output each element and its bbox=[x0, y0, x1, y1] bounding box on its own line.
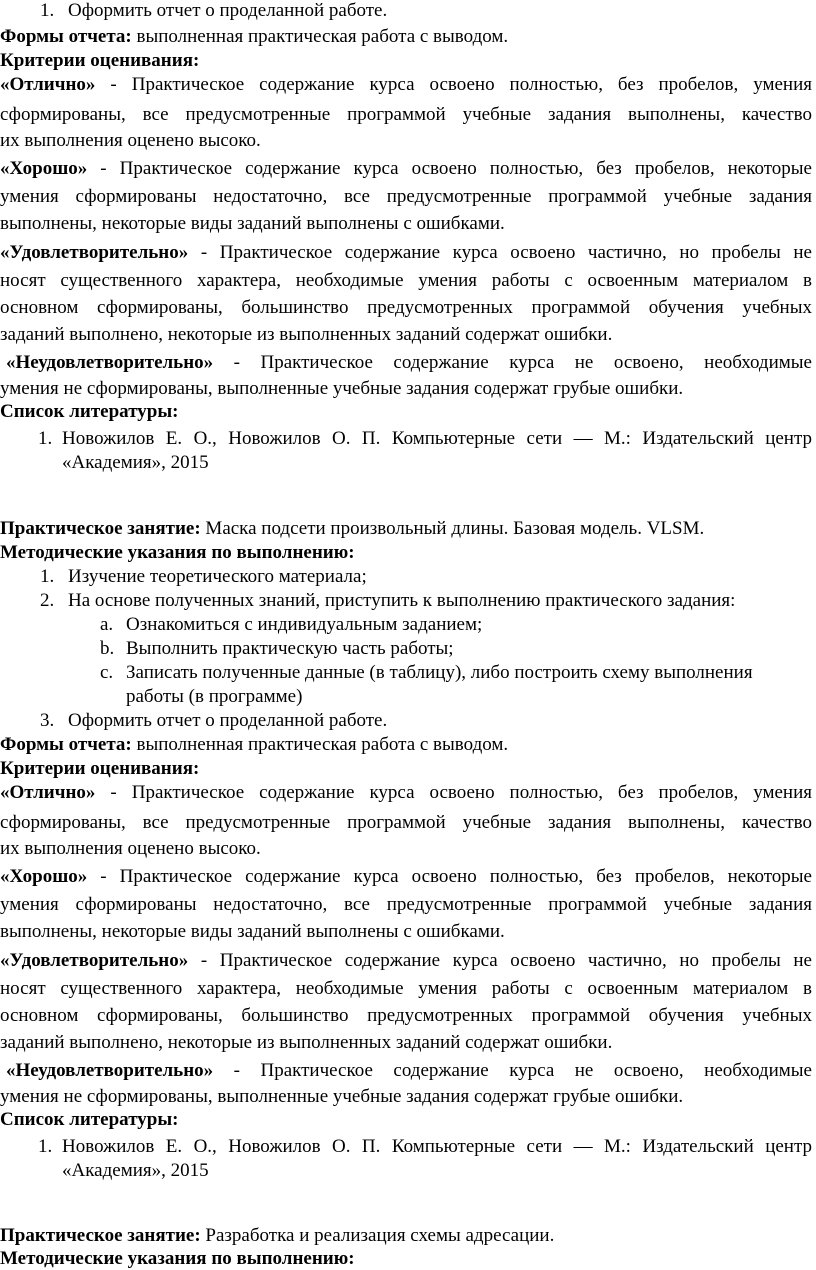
list-item bbox=[40, 590, 735, 612]
literature-item: «Академия», 2015 bbox=[62, 1160, 209, 1181]
criterion-satisfactory-text: - Практическое содержание курса освоено частично, но пробелы не bbox=[188, 242, 812, 263]
sub-list-text: работы (в программе) bbox=[126, 686, 303, 707]
practice-label: Практическое занятие: bbox=[0, 1225, 201, 1246]
criterion-unsatisfactory-line bbox=[6, 1060, 812, 1082]
criterion-unsatisfactory-label: «Неудовлетворительно» bbox=[6, 352, 214, 373]
criterion-good-line: выполнены, некоторые виды заданий выполнены с ошибками. bbox=[0, 921, 505, 942]
criterion-good-text: - Практическое содержание курса освоено полностью, без пробелов, некоторые bbox=[87, 158, 812, 179]
criterion-good-line bbox=[0, 158, 812, 180]
criterion-satisfactory-label: «Удовлетворительно» bbox=[0, 242, 189, 263]
criterion-satisfactory-text: - Практическое содержание курса освоено частично, но пробелы не bbox=[188, 950, 812, 971]
literature-item: Новожилов Е. О., Новожилов О. П. Компьютерные сети — М.: Издательский центр bbox=[62, 1136, 812, 1157]
criterion-satisfactory-line: носят существенного характера, необходимые умения работы с освоенным материалом в bbox=[0, 978, 812, 999]
criterion-satisfactory-line bbox=[0, 242, 812, 264]
criterion-good-line: выполнены, некоторые виды заданий выполнены с ошибками. bbox=[0, 213, 505, 234]
list-text: Изучение теоретического материала; bbox=[68, 566, 367, 587]
report-forms bbox=[0, 734, 508, 756]
criterion-satisfactory-line: основном сформированы, большинство предусмотренных программой обучения учебных bbox=[0, 1005, 812, 1026]
criterion-satisfactory-label: «Удовлетворительно» bbox=[0, 950, 189, 971]
list-number: 2. bbox=[40, 590, 55, 611]
list-item bbox=[40, 710, 387, 732]
method-heading: Методические указания по выполнению: bbox=[0, 542, 355, 563]
criterion-unsatisfactory-line: умения не сформированы, выполненные учебные задания содержат грубые ошибки. bbox=[0, 378, 684, 399]
criterion-excellent-line: их выполнения оценено высоко. bbox=[0, 838, 261, 859]
criterion-excellent-line: их выполнения оценено высоко. bbox=[0, 130, 261, 151]
list-text: Оформить отчет о проделанной работе. bbox=[68, 710, 388, 731]
criterion-good-line bbox=[0, 866, 812, 888]
practice-text: Маска подсети произвольный длины. Базовая модель. VLSM. bbox=[200, 518, 705, 539]
report-forms-text: выполненная практическая работа с выводом. bbox=[131, 734, 509, 755]
criterion-satisfactory-line: заданий выполнено, некоторые из выполненных заданий содержат ошибки. bbox=[0, 1032, 613, 1053]
practice-title bbox=[0, 1225, 554, 1247]
criterion-excellent-label: «Отлично» bbox=[0, 74, 96, 95]
criterion-excellent-line bbox=[0, 74, 812, 96]
sub-list-letter: b. bbox=[100, 638, 115, 659]
criterion-good-label: «Хорошо» bbox=[0, 866, 88, 887]
sub-list-text: Ознакомиться с индивидуальным заданием; bbox=[126, 614, 483, 635]
criterion-unsatisfactory-text: - Практическое содержание курса не освоено, необходимые bbox=[213, 1060, 812, 1081]
literature-item: Новожилов Е. О., Новожилов О. П. Компьютерные сети — М.: Издательский центр bbox=[62, 428, 812, 449]
criterion-satisfactory-line: основном сформированы, большинство предусмотренных программой обучения учебных bbox=[0, 297, 812, 318]
criterion-unsatisfactory-line bbox=[6, 352, 812, 374]
criterion-good-label: «Хорошо» bbox=[0, 158, 88, 179]
practice-title bbox=[0, 518, 704, 540]
sub-list-text: Выполнить практическую часть работы; bbox=[126, 638, 454, 659]
list-text: Оформить отчет о проделанной работе. bbox=[68, 0, 388, 21]
method-heading: Методические указания по выполнению: bbox=[0, 1248, 355, 1269]
list-text: На основе полученных знаний, приступить к выполнению практического задания: bbox=[68, 590, 736, 611]
criterion-excellent-label: «Отлично» bbox=[0, 782, 96, 803]
criterion-satisfactory-line: заданий выполнено, некоторые из выполненных заданий содержат ошибки. bbox=[0, 324, 613, 345]
sub-list-item bbox=[100, 662, 753, 684]
sub-list-letter: a. bbox=[100, 614, 114, 635]
criterion-unsatisfactory-text: - Практическое содержание курса не освоено, необходимые bbox=[213, 352, 812, 373]
sub-list-letter: c. bbox=[100, 662, 114, 683]
criterion-excellent-line bbox=[0, 782, 812, 804]
literature-number: 1. bbox=[38, 1136, 53, 1157]
literature-number: 1. bbox=[38, 428, 53, 449]
criteria-heading: Критерии оценивания: bbox=[0, 758, 200, 779]
criterion-satisfactory-line: носят существенного характера, необходимые умения работы с освоенным материалом в bbox=[0, 270, 812, 291]
criterion-excellent-line: сформированы, все предусмотренные программой учебные задания выполнены, качество bbox=[0, 812, 812, 833]
criterion-excellent-text: - Практическое содержание курса освоено полностью, без пробелов, умения bbox=[95, 782, 812, 803]
criterion-excellent-text: - Практическое содержание курса освоено полностью, без пробелов, умения bbox=[95, 74, 812, 95]
list-number: 1. bbox=[40, 0, 55, 21]
literature-heading: Список литературы: bbox=[0, 1109, 179, 1130]
report-forms-label: Формы отчета: bbox=[0, 734, 132, 755]
sub-list-item bbox=[100, 614, 482, 636]
criterion-good-line: умения сформированы недостаточно, все предусмотренные программой учебные задания bbox=[0, 186, 812, 207]
list-number: 1. bbox=[40, 566, 55, 587]
list-item bbox=[40, 0, 387, 22]
report-forms-label: Формы отчета: bbox=[0, 26, 132, 47]
list-item bbox=[40, 566, 367, 588]
criteria-heading: Критерии оценивания: bbox=[0, 50, 200, 71]
report-forms bbox=[0, 26, 508, 48]
criterion-good-line: умения сформированы недостаточно, все предусмотренные программой учебные задания bbox=[0, 894, 812, 915]
criterion-good-text: - Практическое содержание курса освоено полностью, без пробелов, некоторые bbox=[87, 866, 812, 887]
report-forms-text: выполненная практическая работа с выводом. bbox=[131, 26, 509, 47]
criterion-unsatisfactory-label: «Неудовлетворительно» bbox=[6, 1060, 214, 1081]
practice-label: Практическое занятие: bbox=[0, 518, 201, 539]
sub-list-text: Записать полученные данные (в таблицу), либо построить схему выполнения bbox=[126, 662, 753, 683]
practice-text: Разработка и реализация схемы адресации. bbox=[200, 1225, 555, 1246]
literature-item: «Академия», 2015 bbox=[62, 452, 209, 473]
sub-list-item bbox=[100, 638, 454, 660]
criterion-excellent-line: сформированы, все предусмотренные программой учебные задания выполнены, качество bbox=[0, 104, 812, 125]
literature-heading: Список литературы: bbox=[0, 401, 179, 422]
criterion-satisfactory-line bbox=[0, 950, 812, 972]
list-number: 3. bbox=[40, 710, 55, 731]
criterion-unsatisfactory-line: умения не сформированы, выполненные учебные задания содержат грубые ошибки. bbox=[0, 1086, 684, 1107]
